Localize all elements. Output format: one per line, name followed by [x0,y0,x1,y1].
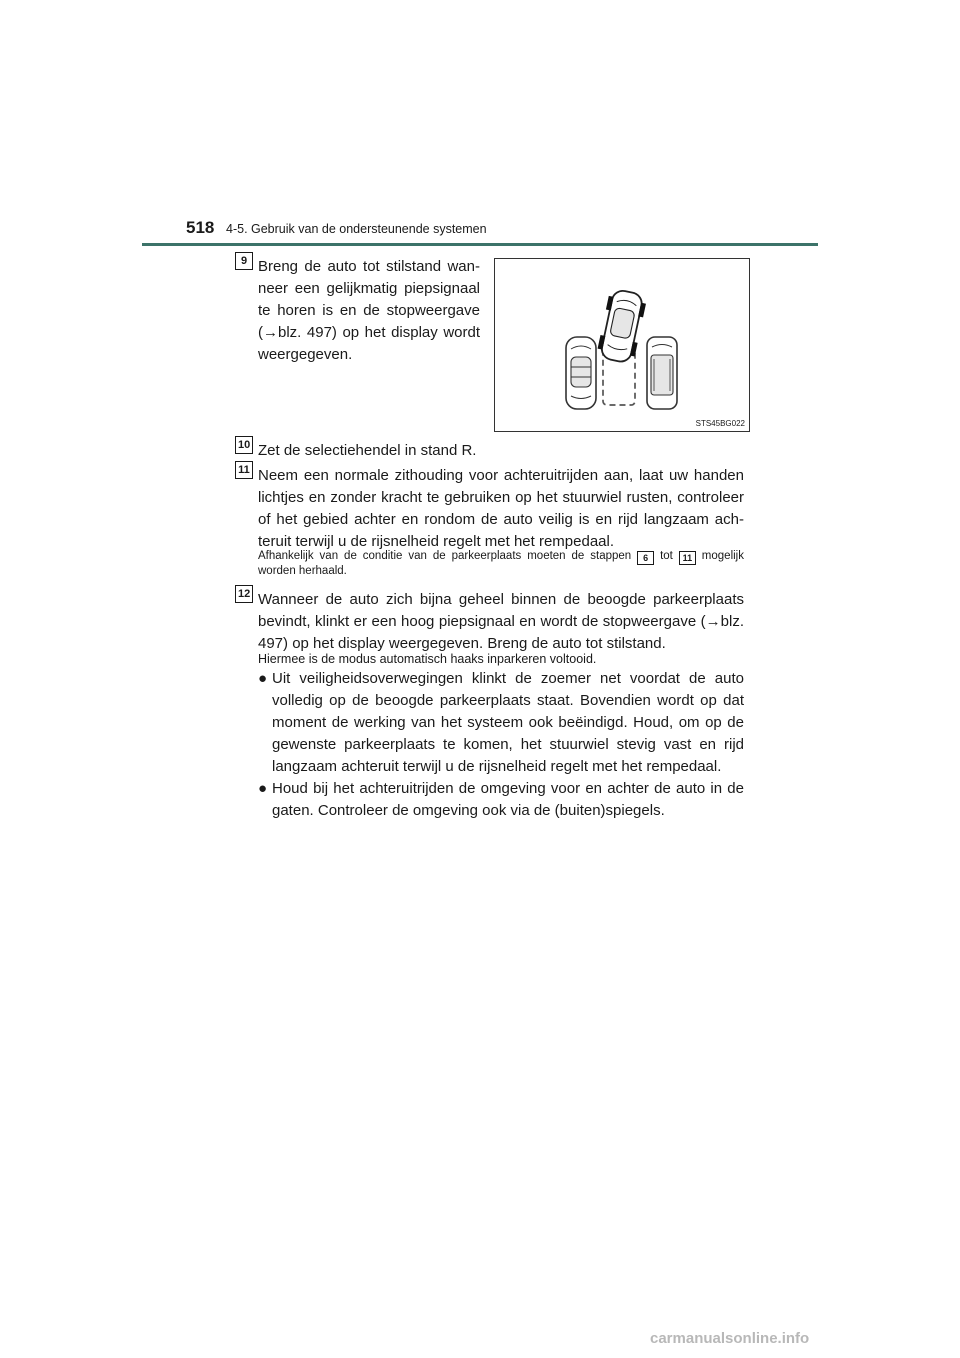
bullet-item [258,668,744,778]
page-number: 518 [186,218,215,237]
moving-car [596,288,648,364]
parking-diagram [495,259,749,431]
step-12-note: Hiermee is de modus automatisch haaks inparkeren voltooid. [258,652,597,666]
step-badge-10: 10 [235,436,253,454]
section-title: 4-5. Gebruik van de ondersteunende systemen [226,222,487,236]
bullet-text: Uit veiligheidsoverwegingen klinkt de zoemer net voordat de auto volledig op de beoogde parkeerplaats staat. Bovendien wordt op dat moment de werking van het systeem ook beëindigd. Houd, om op de gewenste parkeerplaats te komen, het stuurwiel stevig vast en rijd langzaam achteruit terwijl u de rijsnelheid regelt met het rempedaal. [272,670,744,775]
parked-car-right [647,337,677,409]
step-ref-6: 6 [637,551,654,565]
bullet-item [258,778,744,822]
step-10-text: Zet de selectiehendel in stand R. [258,442,477,459]
figure-code: STS45BG022 [695,419,745,428]
bullet-text: Houd bij het achteruitrijden de omgeving voor en achter de auto in de gaten. Controleer de omgeving ook via de (buiten)spiegels. [272,780,744,819]
note-prefix: Afhankelijk van de conditie van de parkeerplaats moeten de stappen [258,550,632,562]
parking-illustration [494,258,750,432]
note-suffix: mogelijk worden herhaald. [258,550,744,577]
watermark: carmanualsonline.info [650,1330,810,1347]
step-badge-9: 9 [235,252,253,270]
step-badge-11: 11 [235,461,253,479]
step-9-text: Breng de auto tot stilstand wan-neer een gelijkmatig piepsignaal te horen is en de stopweergave (→blz. 497) op het display wordt weergegeven. [258,258,480,363]
note-mid: tot [660,550,673,562]
step-11-text: Neem een normale zithouding voor achteruitrijden aan, laat uw handen lichtjes en zonder kracht te gebruiken op het stuurwiel rusten, controleer of het gebied achter en rondom de auto veilig is en rijd langzaam ach-teruit terwijl u de rijsnelheid regelt met het rempedaal. [258,467,744,550]
bullet-icon: ● [258,780,268,797]
parked-car-left [566,337,596,409]
bullet-icon: ● [258,670,268,687]
step-badge-12: 12 [235,585,253,603]
header-rule [142,243,818,246]
step-ref-11: 11 [679,551,696,565]
step-12-text: Wanneer de auto zich bijna geheel binnen de beoogde parkeerplaats bevindt, klinkt er een hoog piepsignaal en wordt de stopweergave (→blz. 497) op het display weergegeven. Breng de auto tot stilstand. [258,591,744,652]
step-11-note [258,550,744,578]
